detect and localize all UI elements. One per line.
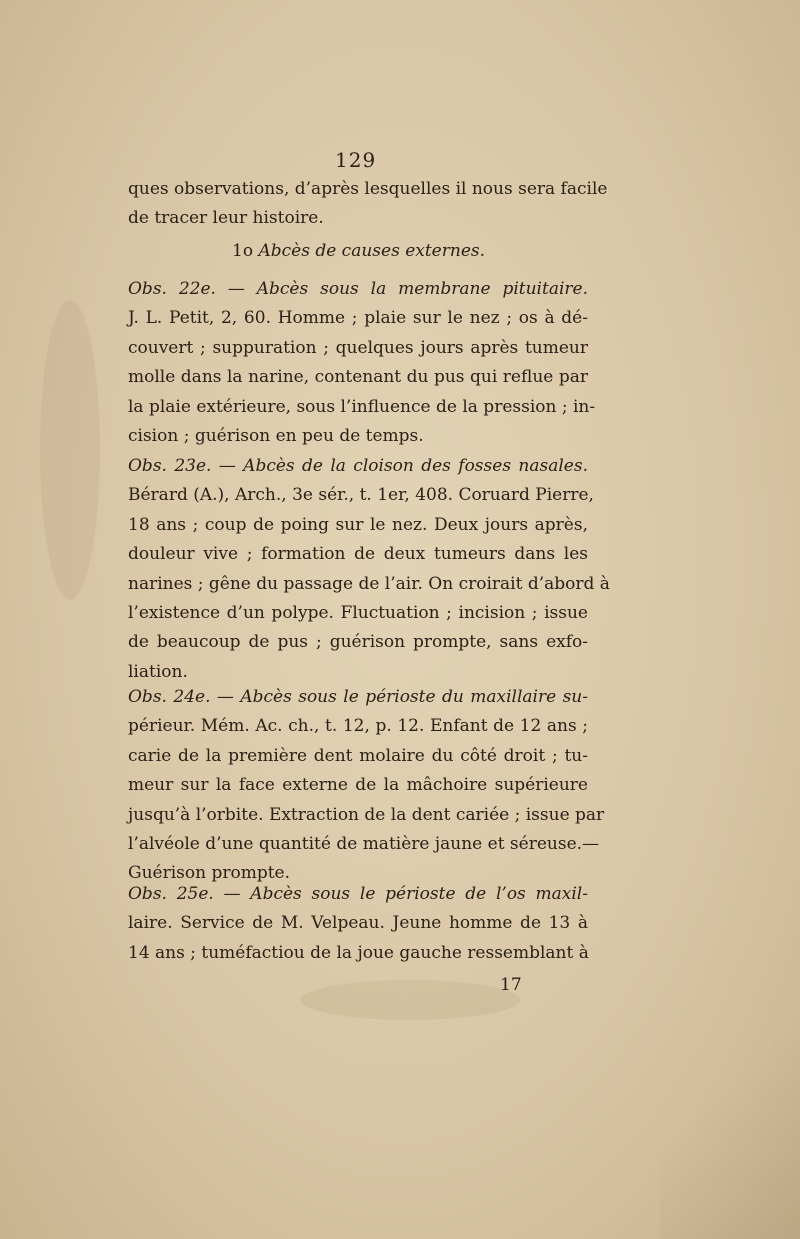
text-line: l’existence d’un polype. Fluctuation ; incision ; issue: [128, 603, 588, 624]
page-number: 129: [335, 148, 377, 172]
observation-title: Obs. 24e. — Abcès sous le périoste du maxillaire su-: [128, 687, 588, 707]
observation-title: Obs. 23e. — Abcès de la cloison des fosses nasales.: [128, 456, 588, 476]
observation-22: [128, 275, 596, 451]
page-fold-shadow: [660, 1000, 800, 1239]
signature-mark: 17: [500, 975, 522, 995]
observation-title: Obs. 25e. — Abcès sous le périoste de l’os maxil-: [128, 884, 588, 904]
text-line: J. L. Petit, 2, 60. Homme ; plaie sur le nez ; os à dé-: [128, 308, 588, 329]
text-line: de beaucoup de pus ; guérison prompte, sans exfo-: [128, 632, 588, 653]
text-line: laire. Service de M. Velpeau. Jeune homme de 13 à: [128, 913, 588, 934]
text-line: molle dans la narine, contenant du pus qui reflue par: [128, 367, 588, 388]
text-line: meur sur la face externe de la mâchoire supérieure: [128, 775, 588, 796]
observation-title: Obs. 22e. — Abcès sous la membrane pituitaire.: [128, 279, 588, 299]
text-line: 18 ans ; coup de poing sur le nez. Deux jours après,: [128, 514, 588, 535]
text-line: carie de la première dent molaire du côté droit ; tu-: [128, 745, 588, 766]
section-heading: [232, 241, 485, 261]
observation-24: [128, 683, 605, 889]
text-line: l’alvéole d’une quantité de matière jaune et séreuse.—: [128, 834, 600, 855]
text-line: de tracer leur histoire.: [128, 208, 324, 229]
section-number: 1o: [232, 241, 254, 261]
text-line: ques observations, d’après lesquelles il nous sera facile: [128, 179, 608, 199]
paper-stain: [40, 300, 100, 600]
text-line: narines ; gêne du passage de l’air. On croirait d’abord à: [128, 573, 610, 594]
text-line: 14 ans ; tuméfactiou de la joue gauche ressemblant à: [128, 942, 589, 963]
paper-stain: [300, 980, 520, 1020]
observation-25: [128, 880, 588, 968]
observation-23: [128, 452, 610, 687]
text-line: périeur. Mém. Ac. ch., t. 12, p. 12. Enfant de 12 ans ;: [128, 716, 588, 737]
intro-paragraph: [128, 175, 608, 234]
text-line: douleur vive ; formation de deux tumeurs dans les: [128, 544, 588, 565]
text-line: Bérard (A.), Arch., 3e sér., t. 1er, 408. Coruard Pierre,: [128, 485, 594, 506]
text-line: liation.: [128, 661, 188, 682]
text-line: cision ; guérison en peu de temps.: [128, 426, 424, 447]
text-line: couvert ; suppuration ; quelques jours après tumeur: [128, 337, 588, 358]
text-line: la plaie extérieure, sous l’influence de la pression ; in-: [128, 396, 596, 417]
section-title: Abcès de causes externes.: [258, 241, 486, 261]
text-line: Guérison prompte.: [128, 863, 291, 884]
text-line: jusqu’à l’orbite. Extraction de la dent cariée ; issue par: [128, 804, 605, 825]
